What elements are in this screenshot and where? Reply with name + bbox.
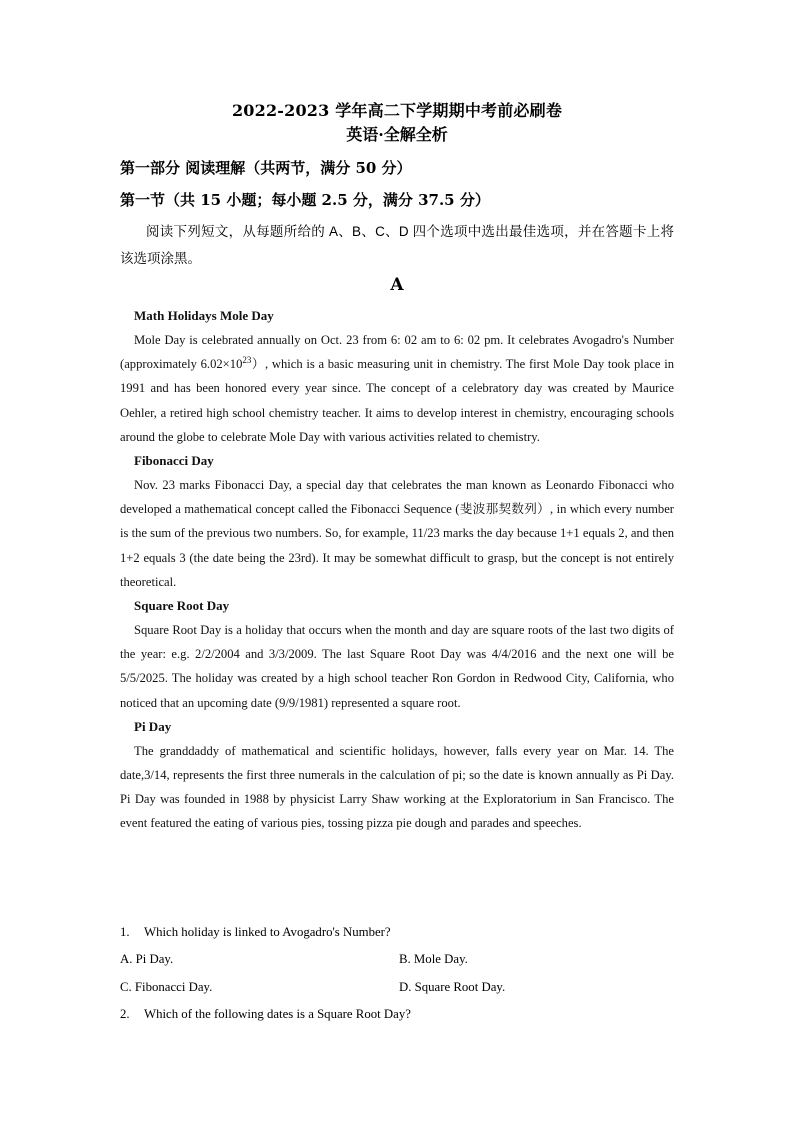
option-a[interactable]: A. Pi Day. (120, 952, 174, 966)
question-stem: Which of the following dates is a Square Root Day? (144, 1007, 411, 1021)
part-heading: 第一部分 阅读理解（共两节，满分 50 分） (120, 159, 412, 177)
section-heading: 第一节（共 15 小题；每小题 2.5 分，满分 37.5 分） (120, 191, 490, 209)
question-stem: Which holiday is linked to Avogadro's Number? (144, 925, 391, 939)
passage-body (120, 304, 674, 836)
option-d[interactable]: D. Square Root Day. (399, 980, 506, 994)
exam-subtitle: 英语·全解全析 (346, 125, 448, 144)
question-2 (120, 1007, 411, 1022)
mole-day-heading: Math Holidays Mole Day (134, 308, 274, 323)
question-number: 2. (120, 1007, 130, 1021)
instructions: 阅读下列短文，从每题所给的 A、B、C、D 四个选项中选出最佳选项，并在答题卡上将该选项涂黑。 (120, 224, 674, 266)
option-b[interactable]: B. Mole Day. (399, 952, 468, 966)
pi-day-paragraph: The granddaddy of mathematical and scientific holidays, however, falls every year on Mar. 14. The date,3/14, represents the first three numerals in the calculation of pi; so the date is known annually as Pi Day. Pi Day was founded in 1988 by physicist Larry Shaw working at the Exploratorium in San Francisco. The event featured the eating of various pies, tossing pizza pie dough and parades and speeches. (120, 743, 674, 831)
square-root-day-heading: Square Root Day (134, 598, 230, 614)
exam-title: 2022-2023 学年高二下学期期中考前必刷卷 (231, 101, 563, 120)
question-number: 1. (120, 925, 130, 939)
square-root-day-paragraph: Square Root Day is a holiday that occurs when the month and day are square roots of the last two digits of the year: e.g. 2/2/2004 and 3/3/2009. The last Square Root Day was 4/4/2016 and the next one will be 5/5/2025. The holiday was created by a high school teacher Ron Gordon in Redwood City, California, who noticed that an upcoming date (9/9/1981) represented a square root. (120, 623, 674, 710)
mole-day-paragraph (120, 328, 674, 449)
mole-exponent: 23 (242, 355, 252, 366)
pi-day-heading: Pi Day (134, 718, 172, 734)
question-1 (120, 925, 391, 940)
passage-letter: A (390, 275, 404, 295)
fibonacci-day-heading: Fibonacci Day (134, 453, 214, 469)
fibonacci-day-paragraph: Nov. 23 marks Fibonacci Day, a special day that celebrates the man known as Leonardo Fibonacci who developed a mathematical concept called the Fibonacci Sequence (斐波那契数列）, in which every number is the sum of the previous two numbers. So, for example, 11/23 marks the day because 1+1 equals 2, and then 1+2 equals 3 (the date being the 23rd). It may be somewhat difficult to grasp, but the concept is not entirely theoretical. (120, 478, 674, 589)
option-c[interactable]: C. Fibonacci Day. (120, 980, 213, 994)
mole-text-2: ）, which is a basic measuring unit in chemistry. The first Mole Day took place in 1991 and has been honored every year since. The concept of a celebratory day was created by Maurice Oehler, a retired high school chemistry teacher. It aims to develop interest in chemistry, encouraging schools around the globe to celebrate Mole Day with various activities related to chemistry. (120, 357, 675, 444)
mole-text-1: Mole Day is celebrated annually on Oct. 23 from 6: 02 am to 6: 02 pm. It celebrates Avogadro's Number (approximately 6.02×10 (120, 333, 674, 372)
